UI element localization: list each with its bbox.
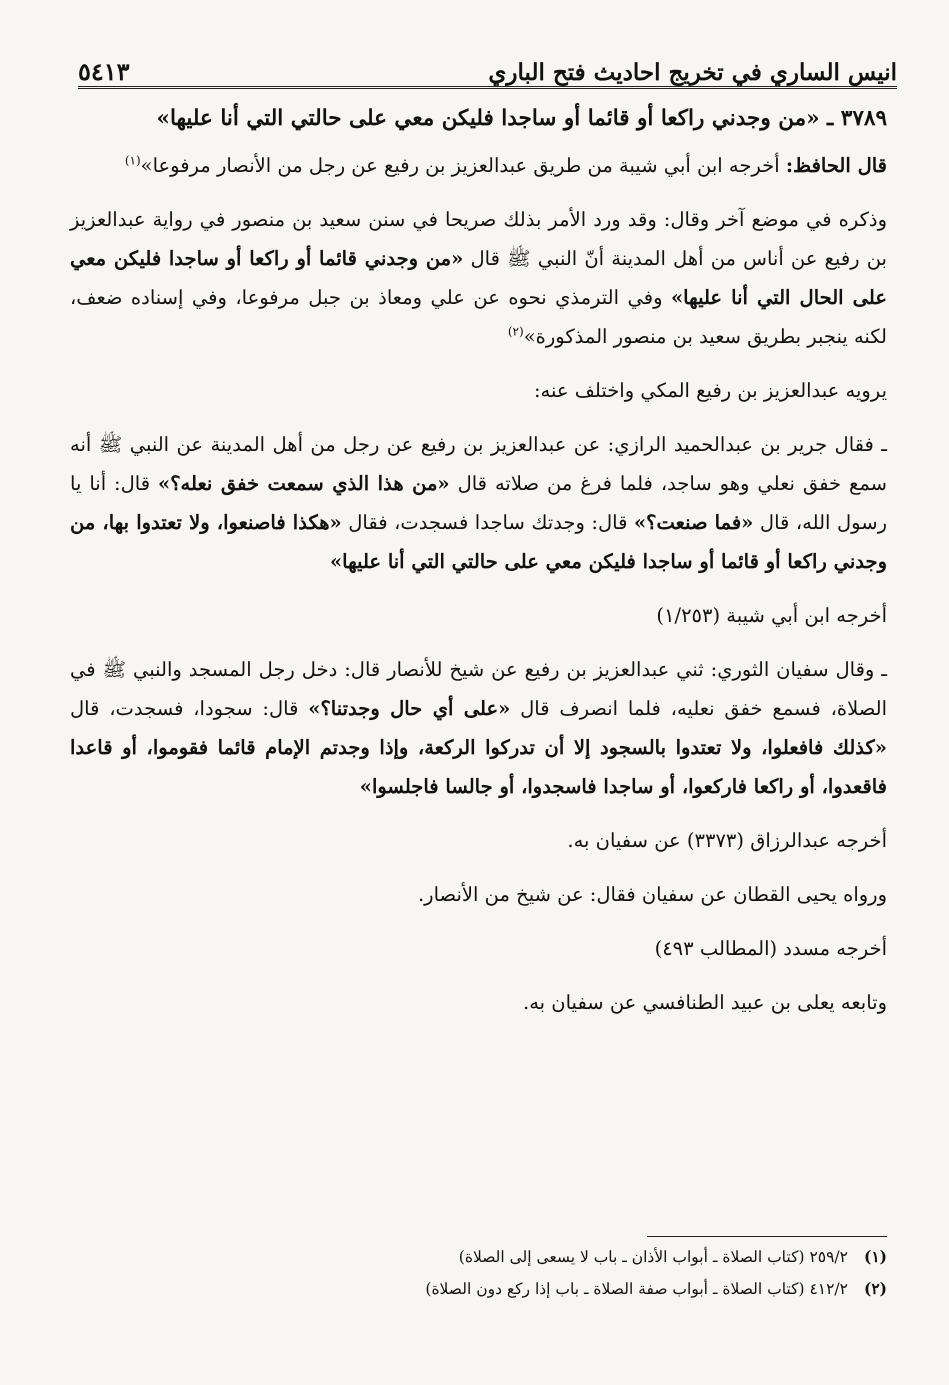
paragraph-4-quote-b: «من هذا الذي سمعت خفق نعله؟» [158,472,450,495]
paragraph-6-text-c: قال: سجودا، فسجدت، قال [70,697,309,720]
paragraph-4-text-e: قال: وجدتك ساجدا فسجدت، فقال [341,511,634,534]
book-title: انيس الساري في تخريج احاديث فتح الباري [488,59,897,86]
paragraph-5: أخرجه ابن أبي شيبة (١/٢٥٣) [656,604,887,627]
paragraph-6-text-a: ـ وقال سفيان الثوري: ثني عبدالعزيز بن رفيع عن شيخ للأنصار قال: دخل رجل المسجد والنبي ﷺ في الصلاة، فسمع خفق نعليه، فلما انصرف قال [70,658,887,720]
paragraph-6-quote-d: «كذلك فافعلوا، ولا تعتدوا بالسجود إلا أن تدركوا الركعة، وإذا وجدتم الإمام قائما فقوموا، أو قاعدا فاقعدوا، أو راكعا فاركعوا، أو ساجدا فاسجدوا، أو جالسا فاجلسوا» [70,736,887,798]
paragraph-4-quote-f: «هكذا فاصنعوا، ولا تعتدوا بها، من وجدني راكعا أو قائما أو ساجدا فليكن معي على حالتي التي أنا عليها» [70,511,887,573]
hafiz-label: قال الحافظ: [785,154,887,177]
paragraph-10: وتابعه يعلى بن عبيد الطنافسي عن سفيان به. [523,991,887,1014]
paragraph-6 [70,650,887,806]
footnote-text: ٤١٢/٢ (كتاب الصلاة ـ أبواب صفة الصلاة ـ باب إذا ركع دون الصلاة) [425,1280,848,1298]
paragraph-4-quote-d: «فما صنعت؟» [633,511,754,534]
paragraph-4-text-a: ـ فقال جرير بن عبدالحميد الرازي: عن عبدالعزيز بن رفيع عن رجل من أهل المدينة عن النبي ﷺ أنه سمع خفق نعلي وهو ساجد، فلما فرغ من صلاته قال [70,433,887,495]
paragraph-4 [70,425,887,581]
paragraph-4-text-c: قال: أنا يا رسول الله، قال [70,472,887,534]
paragraph-2 [70,200,887,356]
paragraph-2-text-c: وفي الترمذي نحوه عن علي ومعاذ بن جبل مرفوعا، وفي إسناده ضعف، لكنه ينجبر بطريق سعيد بن منصور المذكورة» [70,286,887,348]
hadith-heading: ٣٧٨٩ ـ «من وجدني راكعا أو قائما أو ساجدا فليكن معي على حالتي التي أنا عليها» [156,106,887,131]
footnote-ref-2: (٢) [507,324,524,339]
page-number: ٥٤١٣ [78,57,130,86]
paragraph-9: أخرجه مسدد (المطالب ٤٩٣) [654,937,887,960]
paragraph-2-text-a: وذكره في موضع آخر وقال: وقد ورد الأمر بذلك صريحا في سنن سعيد بن منصور في رواية عبدالعزيز بن رفيع عن أناس من أهل المدينة أنّ النبي ﷺ قال [70,208,887,270]
footnotes [70,1225,887,1305]
paragraph-6-quote-b: «على أي حال وجدتنا؟» [308,697,511,720]
footnote-number: (١) [863,1247,887,1266]
paragraph-1 [70,146,887,185]
footnote-item [70,1273,887,1305]
paragraph-2-quote: «من وجدني قائما أو راكعا أو ساجدا فليكن معي على الحال التي أنا عليها» [70,247,887,309]
footnote-number: (٢) [863,1279,887,1298]
footnote-item [70,1241,887,1273]
paragraph-1-text: أخرجه ابن أبي شيبة من طريق عبدالعزيز بن رفيع عن رجل من الأنصار مرفوعا» [140,154,786,177]
paragraph-7: أخرجه عبدالرزاق (٣٣٧٣) عن سفيان به. [567,829,887,852]
footnote-ref-1: (١) [124,153,141,168]
paragraph-3: يرويه عبدالعزيز بن رفيع المكي واختلف عنه: [533,379,887,402]
paragraph-8: ورواه يحيى القطان عن سفيان فقال: عن شيخ من الأنصار. [417,883,887,906]
page-body [70,99,887,1022]
running-header [78,40,897,89]
footnote-text: ٢٥٩/٢ (كتاب الصلاة ـ أبواب الأذان ـ باب لا يسعى إلى الصلاة) [458,1248,848,1266]
